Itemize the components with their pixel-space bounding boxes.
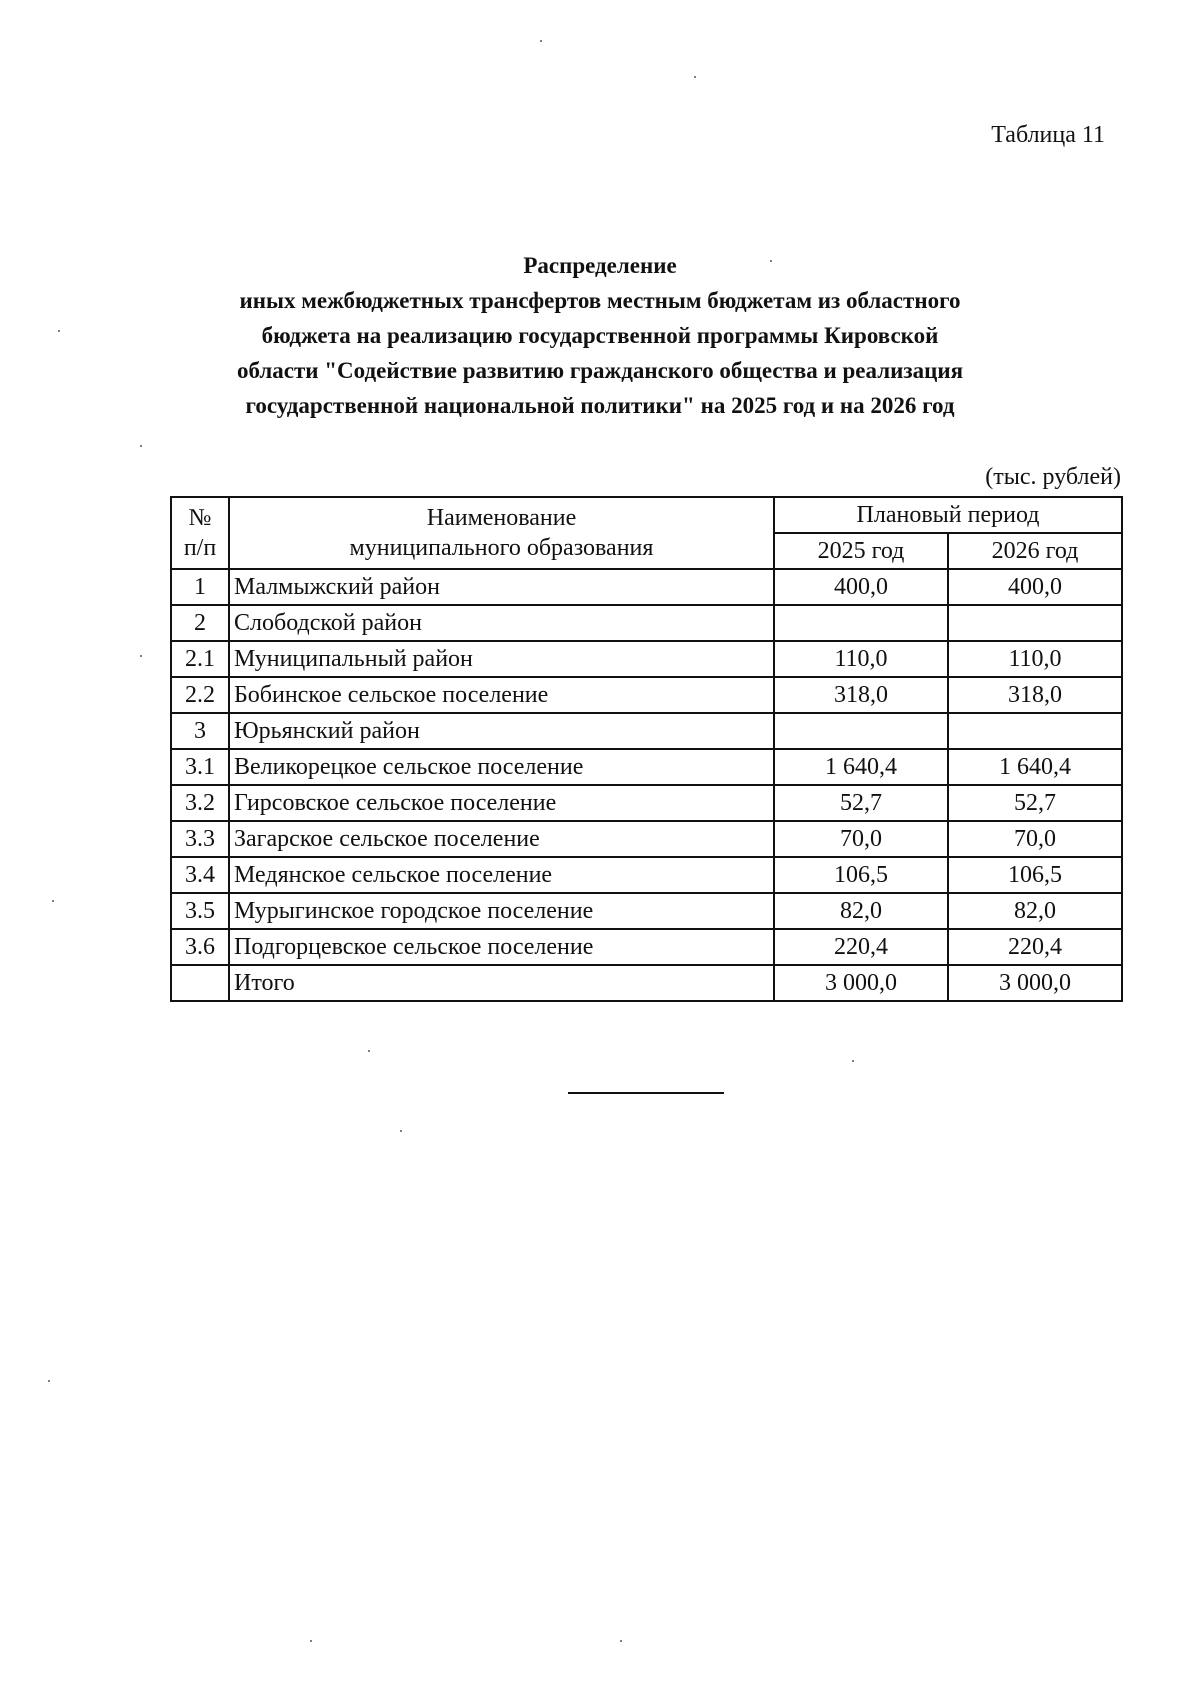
row-number-cell: 3.6 — [171, 929, 229, 965]
row-number-cell: 2 — [171, 605, 229, 641]
scan-speck — [140, 655, 142, 657]
row-value-2026-cell: 220,4 — [948, 929, 1122, 965]
row-number-cell: 3.3 — [171, 821, 229, 857]
header-name-line2: муниципального образования — [349, 535, 654, 561]
table-row — [171, 893, 1122, 929]
title-line: бюджета на реализацию государственной программы Кировской — [261, 323, 939, 348]
row-name-cell: Великорецкое сельское поселение — [229, 749, 774, 785]
row-number-cell: 2.1 — [171, 641, 229, 677]
document-title — [150, 248, 1050, 423]
row-value-2026-cell: 110,0 — [948, 641, 1122, 677]
row-number-cell — [171, 965, 229, 1001]
scan-speck — [400, 1130, 402, 1132]
table-row — [171, 821, 1122, 857]
row-name-cell: Мурыгинское городское поселение — [229, 893, 774, 929]
row-name-cell: Муниципальный район — [229, 641, 774, 677]
row-number-cell: 3 — [171, 713, 229, 749]
row-name-cell: Медянское сельское поселение — [229, 857, 774, 893]
row-name-cell: Подгорцевское сельское поселение — [229, 929, 774, 965]
row-value-2025-cell: 318,0 — [774, 677, 948, 713]
table-row — [171, 677, 1122, 713]
table-row — [171, 929, 1122, 965]
table-row — [171, 605, 1122, 641]
scan-speck — [694, 76, 696, 78]
title-line: государственной национальной политики" на 2025 год и на 2026 год — [245, 393, 955, 418]
table-row — [171, 569, 1122, 605]
table-number-label: Таблица 11 — [991, 122, 1105, 148]
row-number-cell: 1 — [171, 569, 229, 605]
row-number-cell: 3.5 — [171, 893, 229, 929]
header-year-2025: 2025 год — [774, 533, 948, 569]
row-value-2025-cell — [774, 605, 948, 641]
scan-speck — [620, 1640, 622, 1642]
scan-speck — [140, 445, 142, 447]
table-header-row — [171, 497, 1122, 533]
table-body — [171, 497, 1122, 1001]
header-name-line1: Наименование — [426, 505, 577, 531]
row-value-2026-cell: 318,0 — [948, 677, 1122, 713]
row-value-2025-cell: 110,0 — [774, 641, 948, 677]
row-name-cell: Гирсовское сельское поселение — [229, 785, 774, 821]
row-value-2026-cell: 400,0 — [948, 569, 1122, 605]
scan-speck — [368, 1050, 370, 1052]
row-value-2026-cell: 1 640,4 — [948, 749, 1122, 785]
scan-speck — [52, 900, 54, 902]
row-value-2025-cell: 82,0 — [774, 893, 948, 929]
transfers-table — [170, 496, 1123, 1002]
table-row — [171, 785, 1122, 821]
row-value-2026-cell: 52,7 — [948, 785, 1122, 821]
title-line: Распределение — [523, 253, 677, 278]
scan-speck — [540, 40, 542, 42]
end-divider-line — [568, 1092, 724, 1094]
row-name-cell: Загарское сельское поселение — [229, 821, 774, 857]
table-row — [171, 965, 1122, 1001]
table-row — [171, 857, 1122, 893]
row-value-2026-cell — [948, 605, 1122, 641]
row-value-2025-cell: 3 000,0 — [774, 965, 948, 1001]
scan-speck — [48, 1380, 50, 1382]
row-value-2026-cell: 106,5 — [948, 857, 1122, 893]
header-year-2026: 2026 год — [948, 533, 1122, 569]
row-value-2025-cell: 400,0 — [774, 569, 948, 605]
row-number-cell: 3.4 — [171, 857, 229, 893]
table-row — [171, 713, 1122, 749]
table-row — [171, 641, 1122, 677]
row-value-2025-cell — [774, 713, 948, 749]
title-line: области "Содействие развитию гражданского общества и реализация — [236, 358, 964, 383]
title-line: иных межбюджетных трансфертов местным бюджетам из областного — [239, 288, 961, 313]
scan-speck — [310, 1640, 312, 1642]
row-number-cell: 3.1 — [171, 749, 229, 785]
scan-speck — [58, 330, 60, 332]
row-value-2025-cell: 220,4 — [774, 929, 948, 965]
row-number-cell: 3.2 — [171, 785, 229, 821]
header-period-cell: Плановый период — [774, 497, 1122, 533]
header-number-line1: № — [188, 505, 212, 531]
row-value-2026-cell: 70,0 — [948, 821, 1122, 857]
row-value-2025-cell: 106,5 — [774, 857, 948, 893]
row-value-2026-cell: 82,0 — [948, 893, 1122, 929]
row-value-2025-cell: 52,7 — [774, 785, 948, 821]
header-name-cell — [229, 497, 774, 569]
row-name-cell: Слободской район — [229, 605, 774, 641]
row-number-cell: 2.2 — [171, 677, 229, 713]
row-name-cell: Бобинское сельское поселение — [229, 677, 774, 713]
row-value-2026-cell — [948, 713, 1122, 749]
row-value-2025-cell: 70,0 — [774, 821, 948, 857]
header-number-cell — [171, 497, 229, 569]
table-row — [171, 749, 1122, 785]
row-name-cell: Итого — [229, 965, 774, 1001]
units-label: (тыс. рублей) — [985, 464, 1121, 490]
row-name-cell: Малмыжский район — [229, 569, 774, 605]
scan-speck — [770, 260, 772, 262]
row-name-cell: Юрьянский район — [229, 713, 774, 749]
row-value-2026-cell: 3 000,0 — [948, 965, 1122, 1001]
scan-speck — [852, 1060, 854, 1062]
row-value-2025-cell: 1 640,4 — [774, 749, 948, 785]
header-number-line2: п/п — [183, 535, 217, 561]
